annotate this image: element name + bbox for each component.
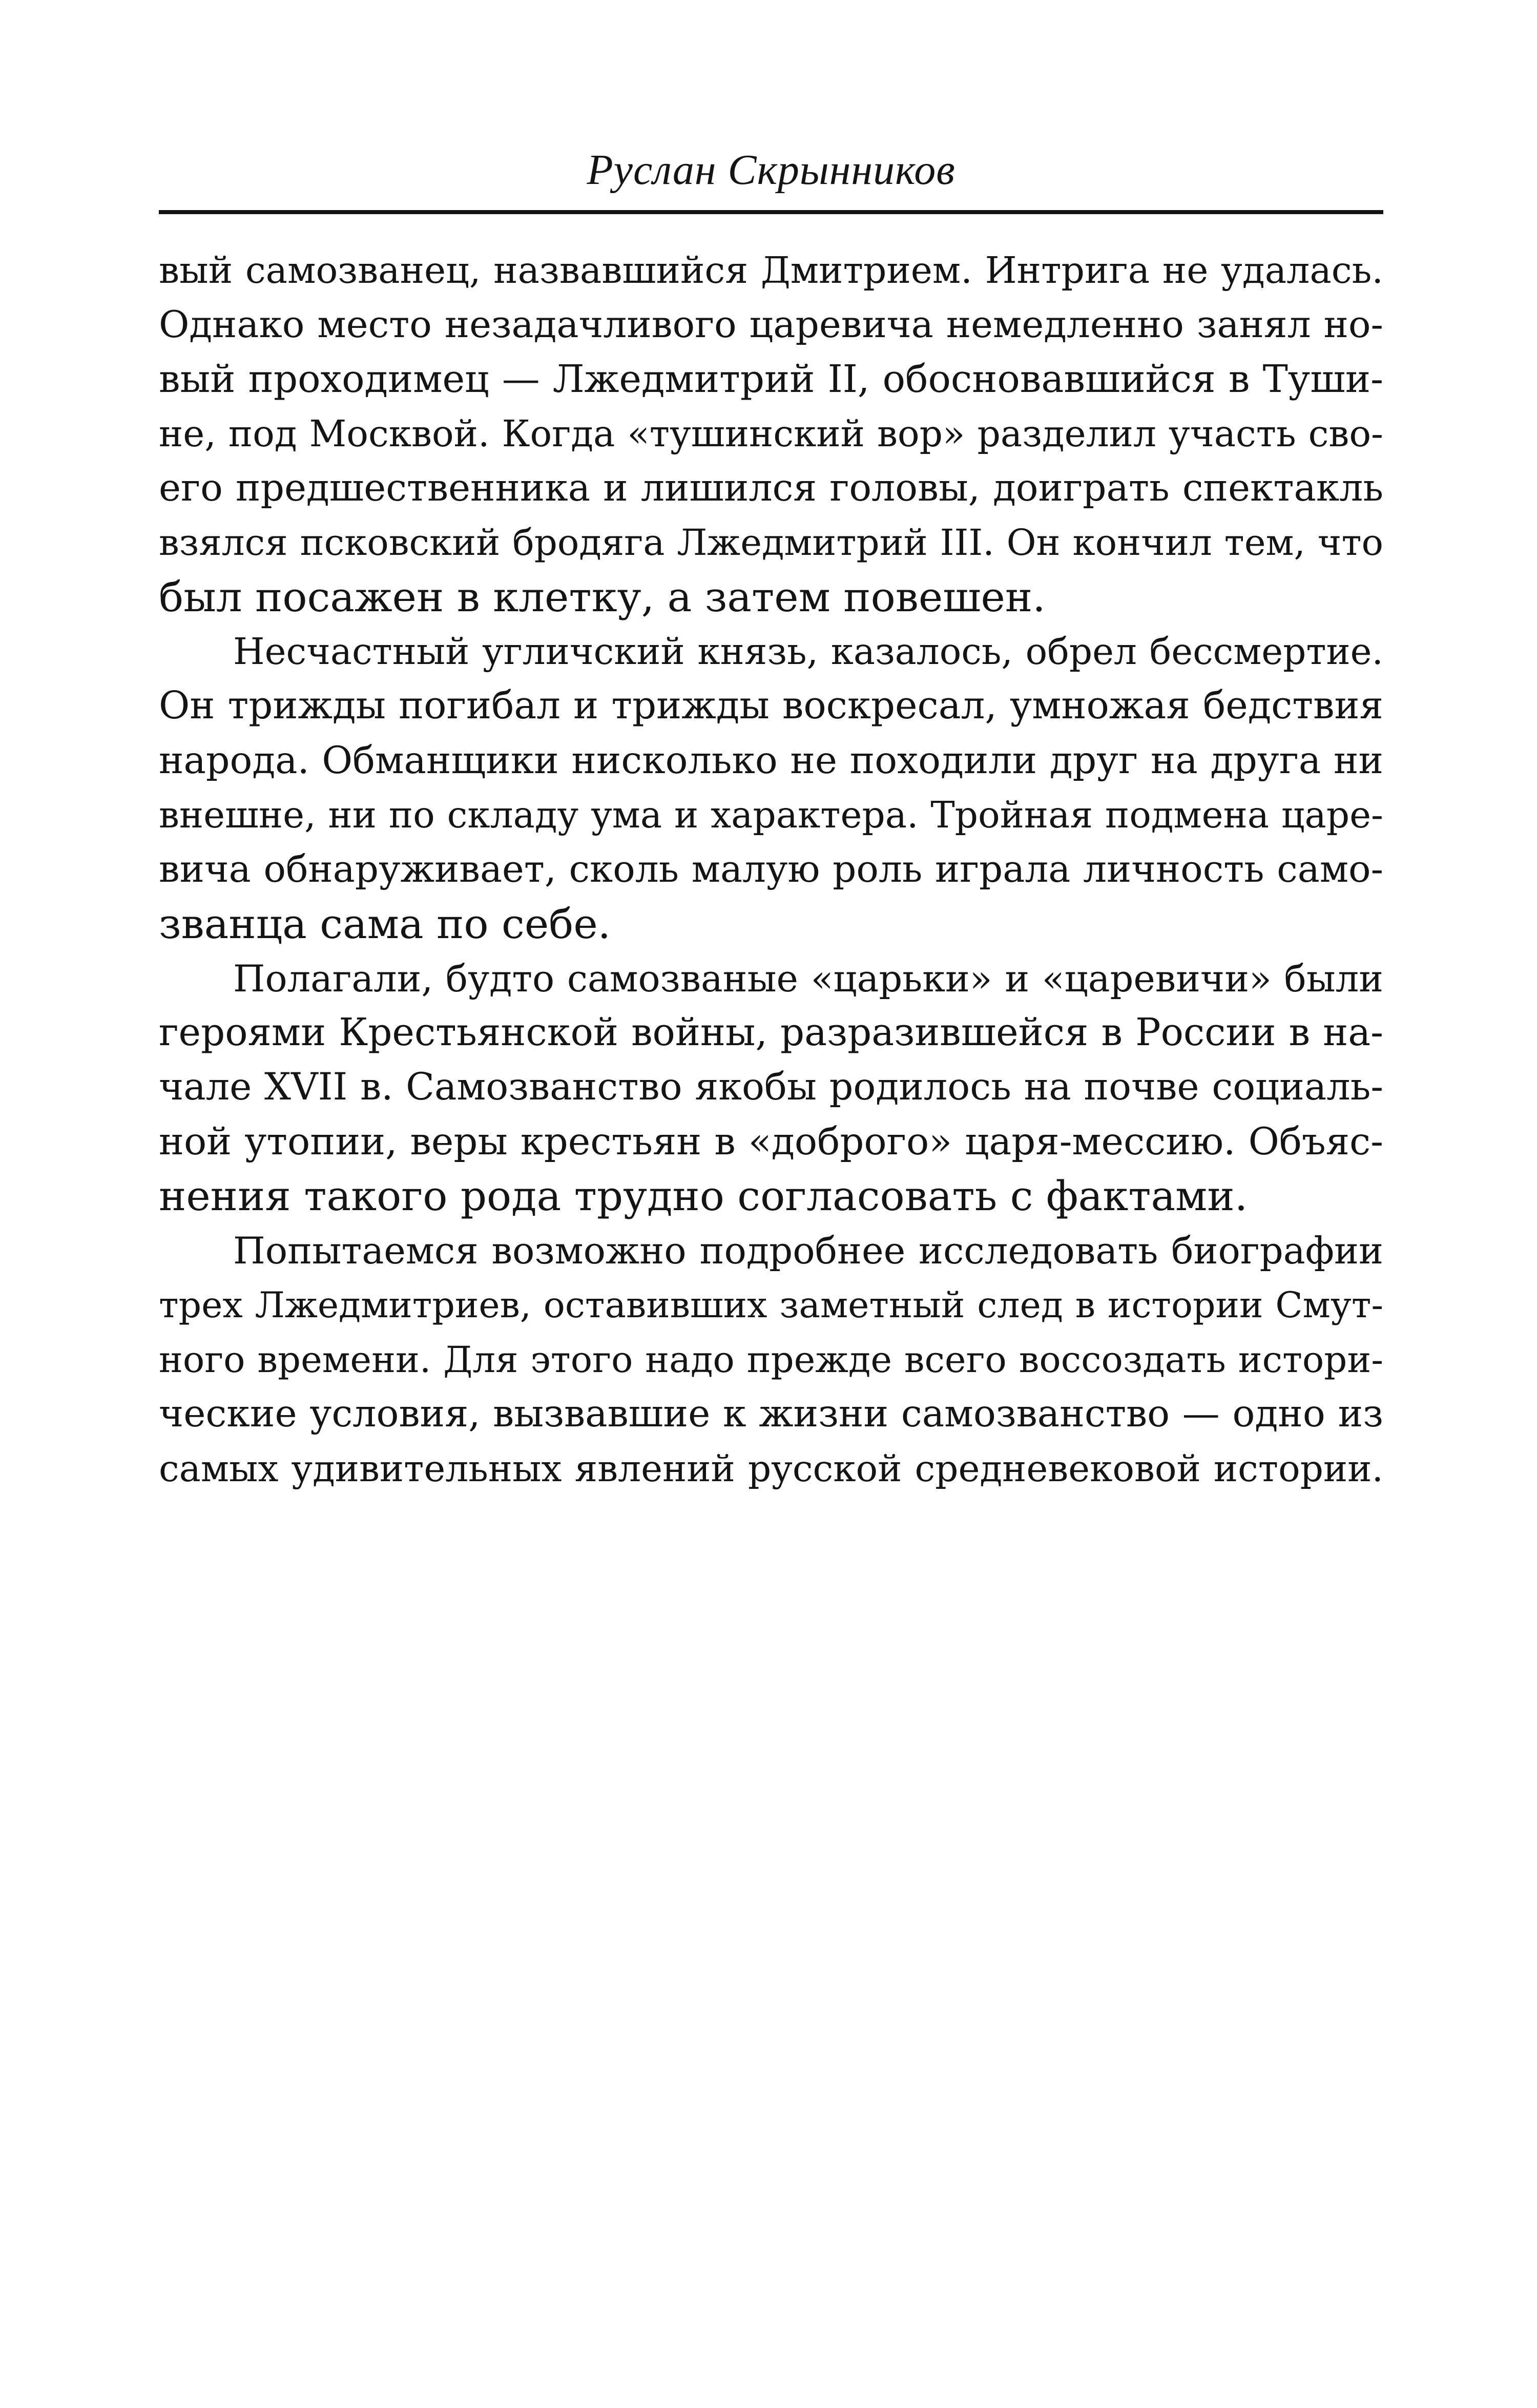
text-line: самых удивительных явлений русской средневековой истории. xyxy=(159,1447,1383,1490)
text-line: званца сама по себе. xyxy=(159,900,611,948)
text-line: народа. Обманщики нисколько не походили друг на друга ни xyxy=(159,738,1383,782)
text-line: Он трижды погибал и трижды воскресал, умножая бедствия xyxy=(159,684,1383,728)
text-line: ческие условия, вызвавшие к жизни самозванство — одно из xyxy=(159,1392,1383,1436)
text-line: чале XVII в. Самозванство якобы родилось на почве социаль- xyxy=(159,1065,1383,1109)
text-line: внешне, ни по складу ума и характера. Тройная подмена царе- xyxy=(159,793,1383,836)
text-line: ного времени. Для этого надо прежде всего воссоздать истори- xyxy=(159,1338,1383,1381)
running-head: Руслан Скрынников xyxy=(587,146,956,194)
text-line: не, под Москвой. Когда «тушинский вор» разделил участь сво- xyxy=(159,412,1383,455)
header-rule xyxy=(159,210,1383,214)
text-line: трех Лжедмитриев, оставивших заметный след в истории Смут- xyxy=(159,1284,1383,1326)
text-line: вича обнаруживает, сколь малую роль играла личность само- xyxy=(159,848,1383,891)
text-line: вый самозванец, назвавшийся Дмитрием. Интрига не удалась. xyxy=(159,249,1383,292)
body-text xyxy=(159,243,1383,1496)
text-line: вый проходимец — Лжедмитрий II, обосновавшийся в Туши- xyxy=(159,357,1383,401)
text-line: героями Крестьянской войны, разразившейся в России в на- xyxy=(159,1011,1383,1055)
text-line: Попытаемся возможно подробнее исследовать биографии xyxy=(233,1229,1383,1273)
text-line: взялся псковский бродяга Лжедмитрий III. Он кончил тем, что xyxy=(159,521,1383,564)
text-line: был посажен в клетку, а затем повешен. xyxy=(159,573,1046,621)
text-line: ной утопии, веры крестьян в «доброго» царя-мессию. Объяс- xyxy=(159,1119,1383,1164)
text-line: Однако место незадачливого царевича немедленно занял но- xyxy=(159,303,1383,347)
text-line: его предшественника и лишился головы, доиграть спектакль xyxy=(159,467,1383,510)
text-line: Несчастный угличский князь, казалось, обрел бессмертие. xyxy=(233,630,1383,673)
text-line: нения такого рода трудно согласовать с фактами. xyxy=(159,1172,1248,1220)
text-line: Полагали, будто самозваные «царьки» и «царевичи» были xyxy=(233,957,1383,1000)
